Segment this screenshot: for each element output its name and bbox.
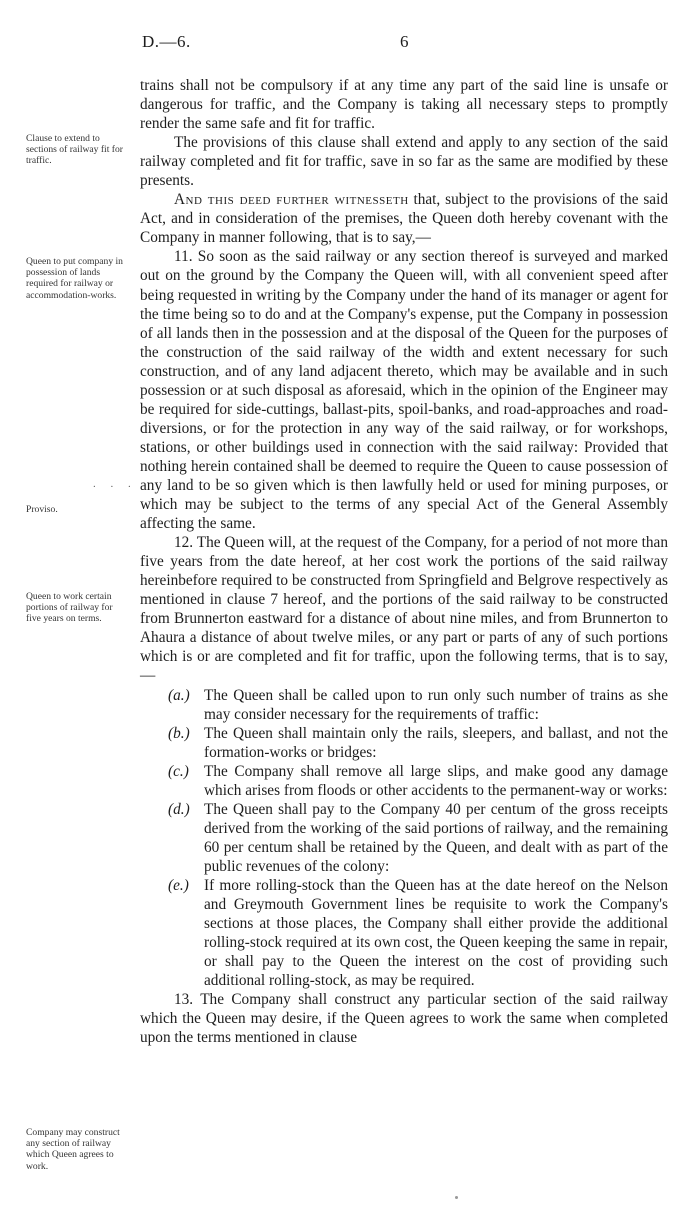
margin-note-company-construct: Company may construct any section of railway which Queen agrees to work.	[26, 1127, 120, 1172]
margin-note-work-portions: Queen to work certain portions of railway for five years on terms.	[26, 591, 113, 625]
item-label: (e.)	[168, 876, 189, 894]
page-speck	[455, 1196, 458, 1199]
item-text: The Queen shall pay to the Company 40 per centum of the gross receipts derived from the working of the said portions of railway, and the remaining 60 per centum shall be retained by the Queen, and dealt with as part of the public revenues of the colony:	[204, 800, 668, 875]
paragraph-witnesseth	[140, 190, 668, 247]
item-text: The Queen shall be called upon to run only such number of trains as she may consider necessary for the requirements of traffic:	[204, 686, 668, 723]
item-label: (c.)	[168, 762, 189, 780]
margin-note-proviso: Proviso.	[26, 504, 58, 515]
paragraph-clause-extend: The provisions of this clause shall extend and apply to any section of the said railway completed and fit for traffic, save in so far as the same are modified by these presents.	[140, 134, 668, 190]
paragraph-clause-11: 11. So soon as the said railway or any section thereof is surveyed and marked out on the ground by the Company the Queen will, with all convenient speed after being requested in writing by the Company under the hand of its manager or agent for the time being so to do and at the Company's expense, put the Company in possession of all lands then in the possession and at the disposal of the Queen for the purposes of the construction of the said railway of the width and extent necessary for such construction, and of any land adjacent thereto, which may be available and in such possession or at such disposal as aforesaid, which in the opinion of the Engineer may be required for side-cuttings, ballast-pits, spoil-banks, and road-approaches and road-diversions, or for the protection in any way of the said railway, or for workshops, stations, or other buildings used in connection with the said railway: Provided that nothing herein contained shall be deemed to require the Queen to cause possession of any land to be so given which is then lawfully held or used for mining purposes, or which may be subject to the terms of any special Act of the General Assembly affecting the same.	[140, 248, 668, 533]
body-text	[140, 76, 668, 1047]
witnesseth-lead: And this deed further witnesseth	[174, 191, 409, 209]
witnesseth-text: that, subject to the provisions of the said Act, and in consideration of the premises, the Queen doth hereby covenant with the Company in manner following, that is to say,—	[140, 191, 668, 247]
item-label: (b.)	[168, 724, 190, 742]
item-text: The Queen shall maintain only the rails, sleepers, and ballast, and not the formation-works or bridges:	[204, 724, 668, 761]
page-number: 6	[400, 32, 409, 51]
list-item-a	[140, 686, 668, 724]
item-text: The Company shall remove all large slips, and make good any damage which arises from floods or other accidents to the permanent-way or works:	[204, 762, 668, 799]
item-label: (a.)	[168, 686, 190, 704]
paragraph-clause-13: 13. The Company shall construct any particular section of the said railway which the Queen may desire, if the Queen agrees to work the same when completed upon the terms mentioned in clause	[140, 991, 668, 1047]
list-item-b	[140, 724, 668, 762]
margin-dots: . . .	[93, 478, 137, 490]
list-item-c	[140, 762, 668, 800]
paragraph-continuation: trains shall not be compulsory if at any time any part of the said line is unsafe or dangerous for traffic, and the Company is taking all necessary steps to promptly render the same safe and fit for traffic.	[140, 77, 668, 133]
margin-note-clause-extend: Clause to extend to sections of railway fit for traffic.	[26, 133, 123, 167]
item-label: (d.)	[168, 800, 190, 818]
list-item-d	[140, 800, 668, 876]
item-text: If more rolling-stock than the Queen has at the date hereof on the Nelson and Greymouth Government lines be requisite to work the Company's sections at those places, the Company shall either provide the additional rolling-stock required at its own cost, the Queen keeping the same in repair, or shall pay to the Queen the interest on the cost of providing such additional rolling-stock, as may be required.	[204, 876, 668, 990]
margin-note-possession: Queen to put company in possession of lands required for railway or accommodation-works.	[26, 256, 123, 301]
document-reference: D.—6.	[142, 32, 191, 51]
paragraph-clause-12: 12. The Queen will, at the request of the Company, for a period of not more than five years from the date hereof, at her cost work the portions of the said railway hereinbefore required to be constructed from Springfield and Belgrove respectively as mentioned in clause 7 hereof, and the portions of the said railway to be constructed from Brunnerton eastward for a distance of about nine miles, and from Brunnerton to Ahaura a distance of about twelve miles, or any part or parts of any of such portions which is or are completed and fit for traffic, upon the following terms, that is to say,—	[140, 534, 668, 685]
list-item-e	[140, 876, 668, 990]
